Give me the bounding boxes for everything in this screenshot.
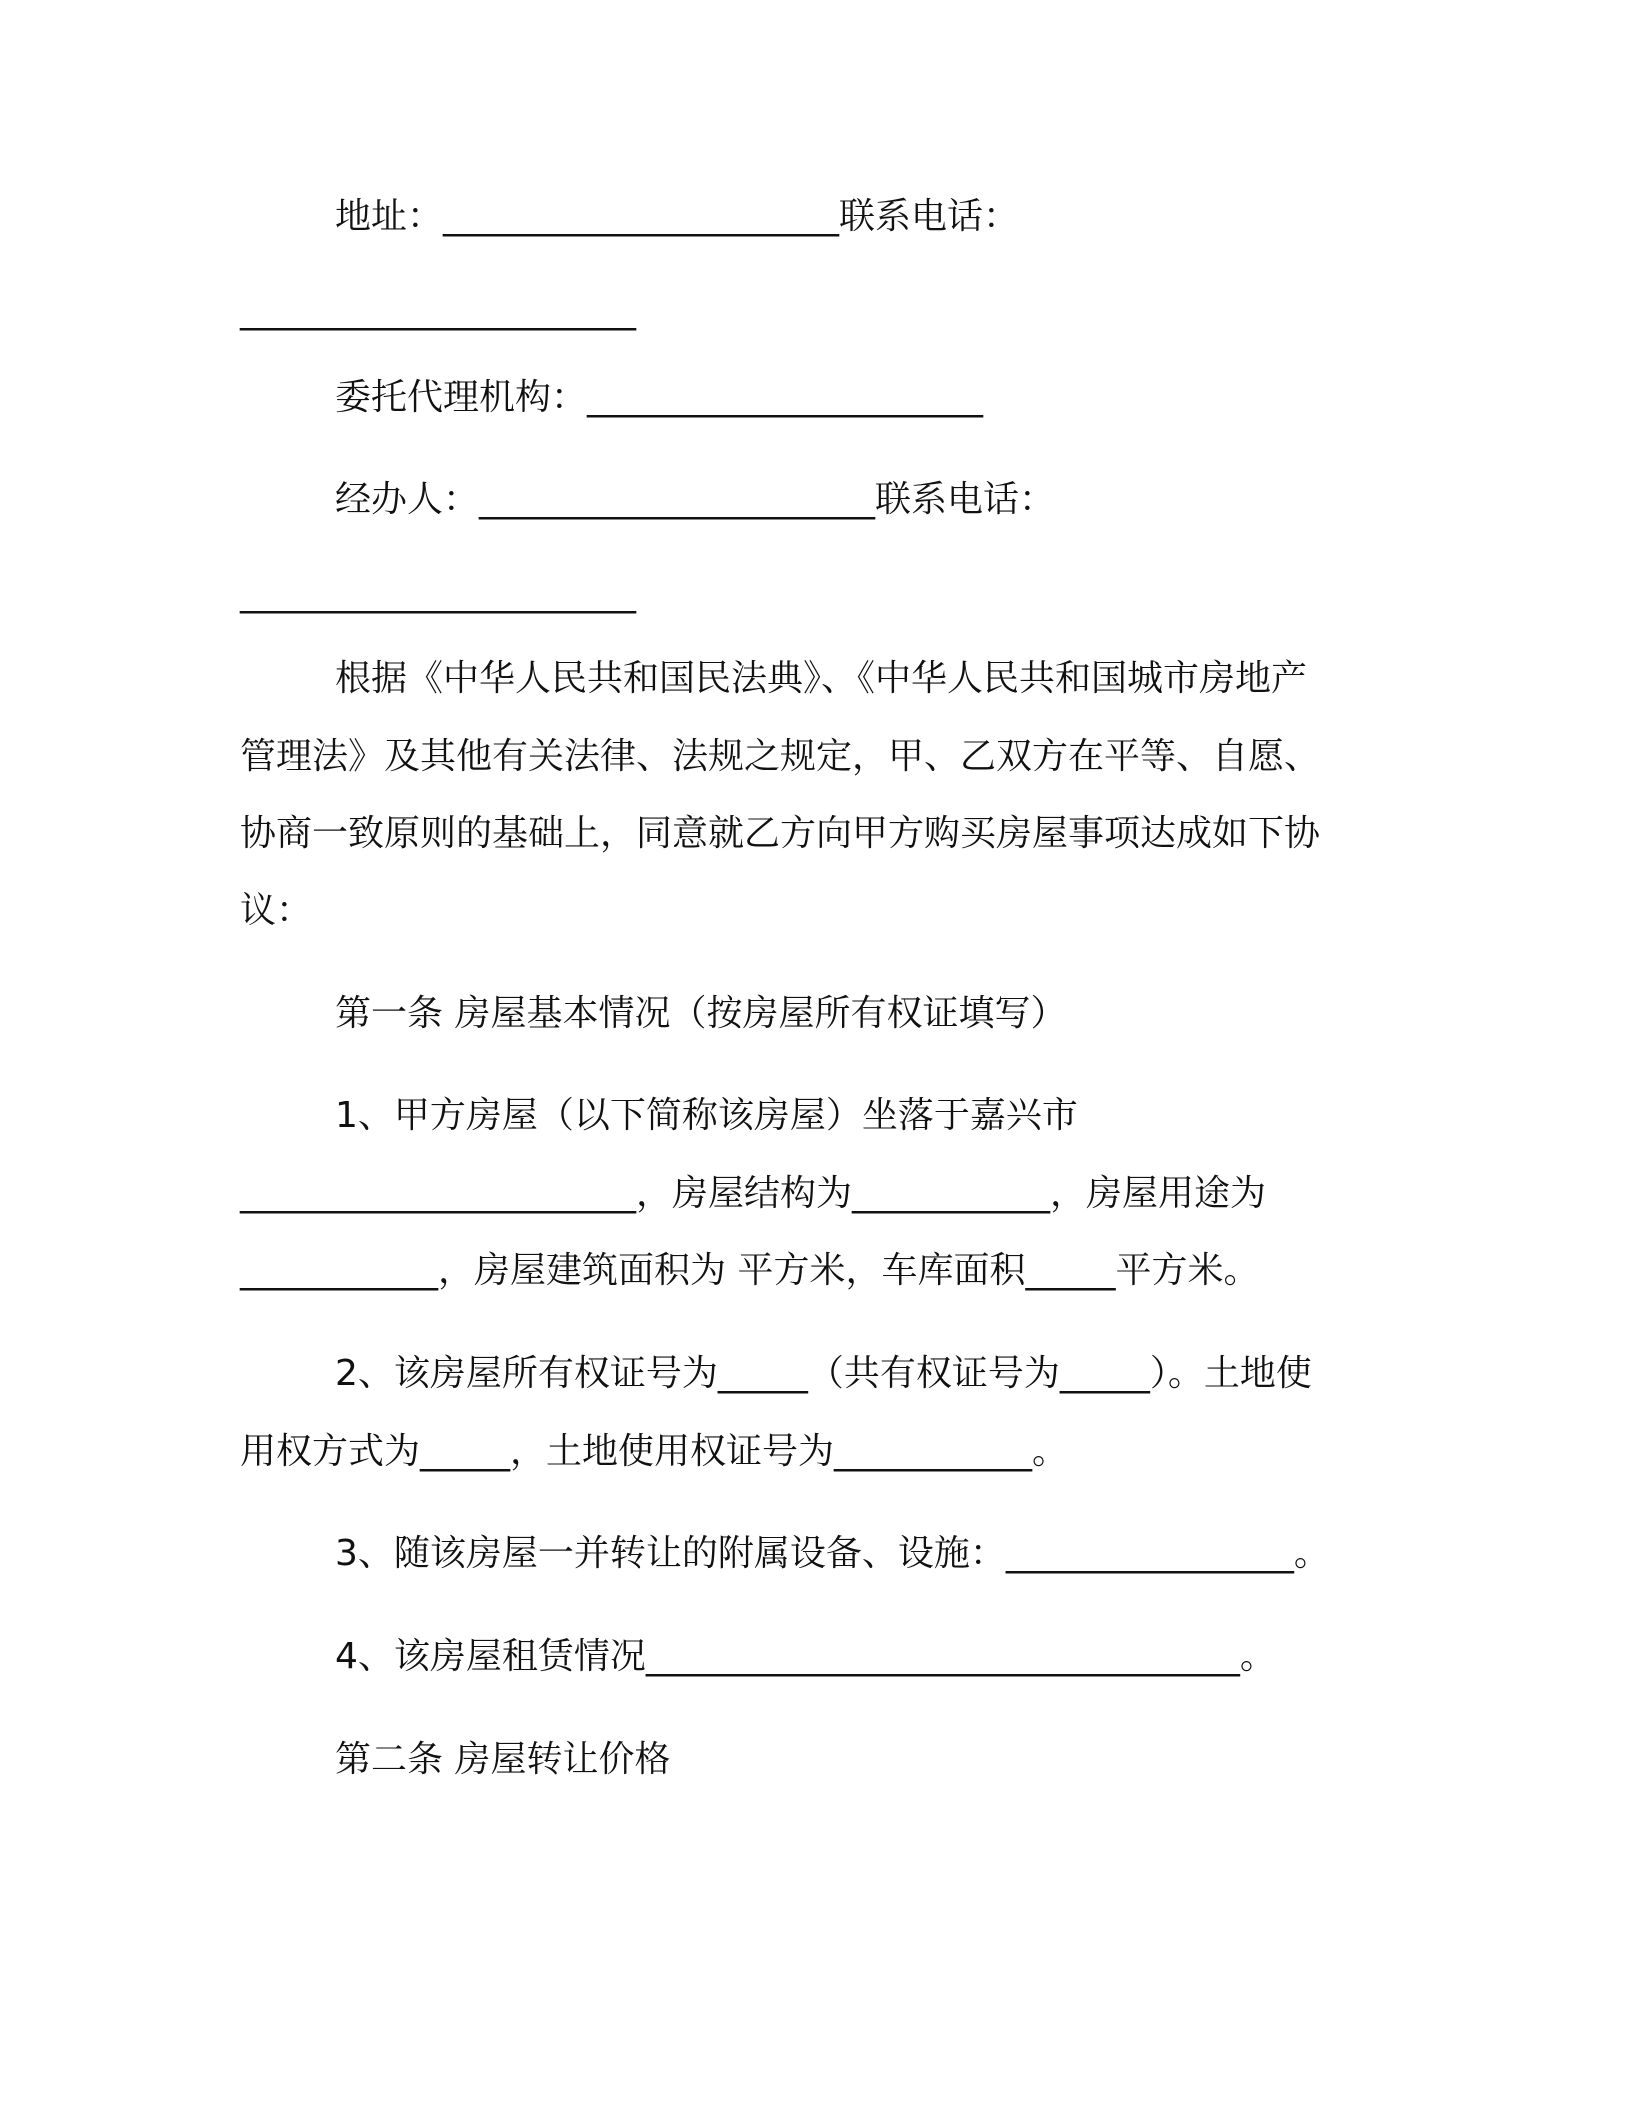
item-2-line-1: 2、该房屋所有权证号为_____（共有权证号为_____）。土地使 — [335, 1353, 1312, 1394]
legal-basis-line-2: 管理法》及其他有关法律、法规之规定，甲、乙双方在平等、自愿、 — [240, 736, 1321, 777]
item-4-line: 4、该房屋租赁情况_________________________________。 — [335, 1636, 1276, 1677]
handler-phone-blank-line: ______________________ — [240, 573, 636, 614]
legal-basis-line-1: 根据《中华人民共和国民法典》、《中华人民共和国城市房地产 — [335, 658, 1308, 699]
item-1-line-2: ______________________，房屋结构为___________，房屋用途为 — [240, 1173, 1267, 1214]
handler-phone-line: 经办人：______________________联系电话： — [335, 479, 1056, 520]
legal-basis-line-3: 协商一致原则的基础上，同意就乙方向甲方购买房屋事项达成如下协 — [240, 813, 1321, 854]
agency-line: 委托代理机构：______________________ — [335, 377, 984, 418]
item-1-line-1: 1、甲方房屋（以下简称该房屋）坐落于嘉兴市 — [335, 1095, 1078, 1136]
item-2-line-2: 用权方式为_____，土地使用权证号为___________。 — [240, 1431, 1069, 1472]
item-1-line-3: ___________，房屋建筑面积为 平方米，车库面积_____平方米。 — [240, 1250, 1260, 1291]
article-1-heading: 第一条 房屋基本情况（按房屋所有权证填写） — [335, 993, 1067, 1034]
phone-blank-line: ______________________ — [240, 290, 636, 331]
legal-basis-line-4: 议： — [240, 890, 313, 931]
address-phone-line: 地址：______________________联系电话： — [335, 196, 1020, 237]
item-3-line: 3、随该房屋一并转让的附属设备、设施：________________。 — [335, 1533, 1330, 1574]
article-2-heading: 第二条 房屋转让价格 — [335, 1739, 671, 1780]
